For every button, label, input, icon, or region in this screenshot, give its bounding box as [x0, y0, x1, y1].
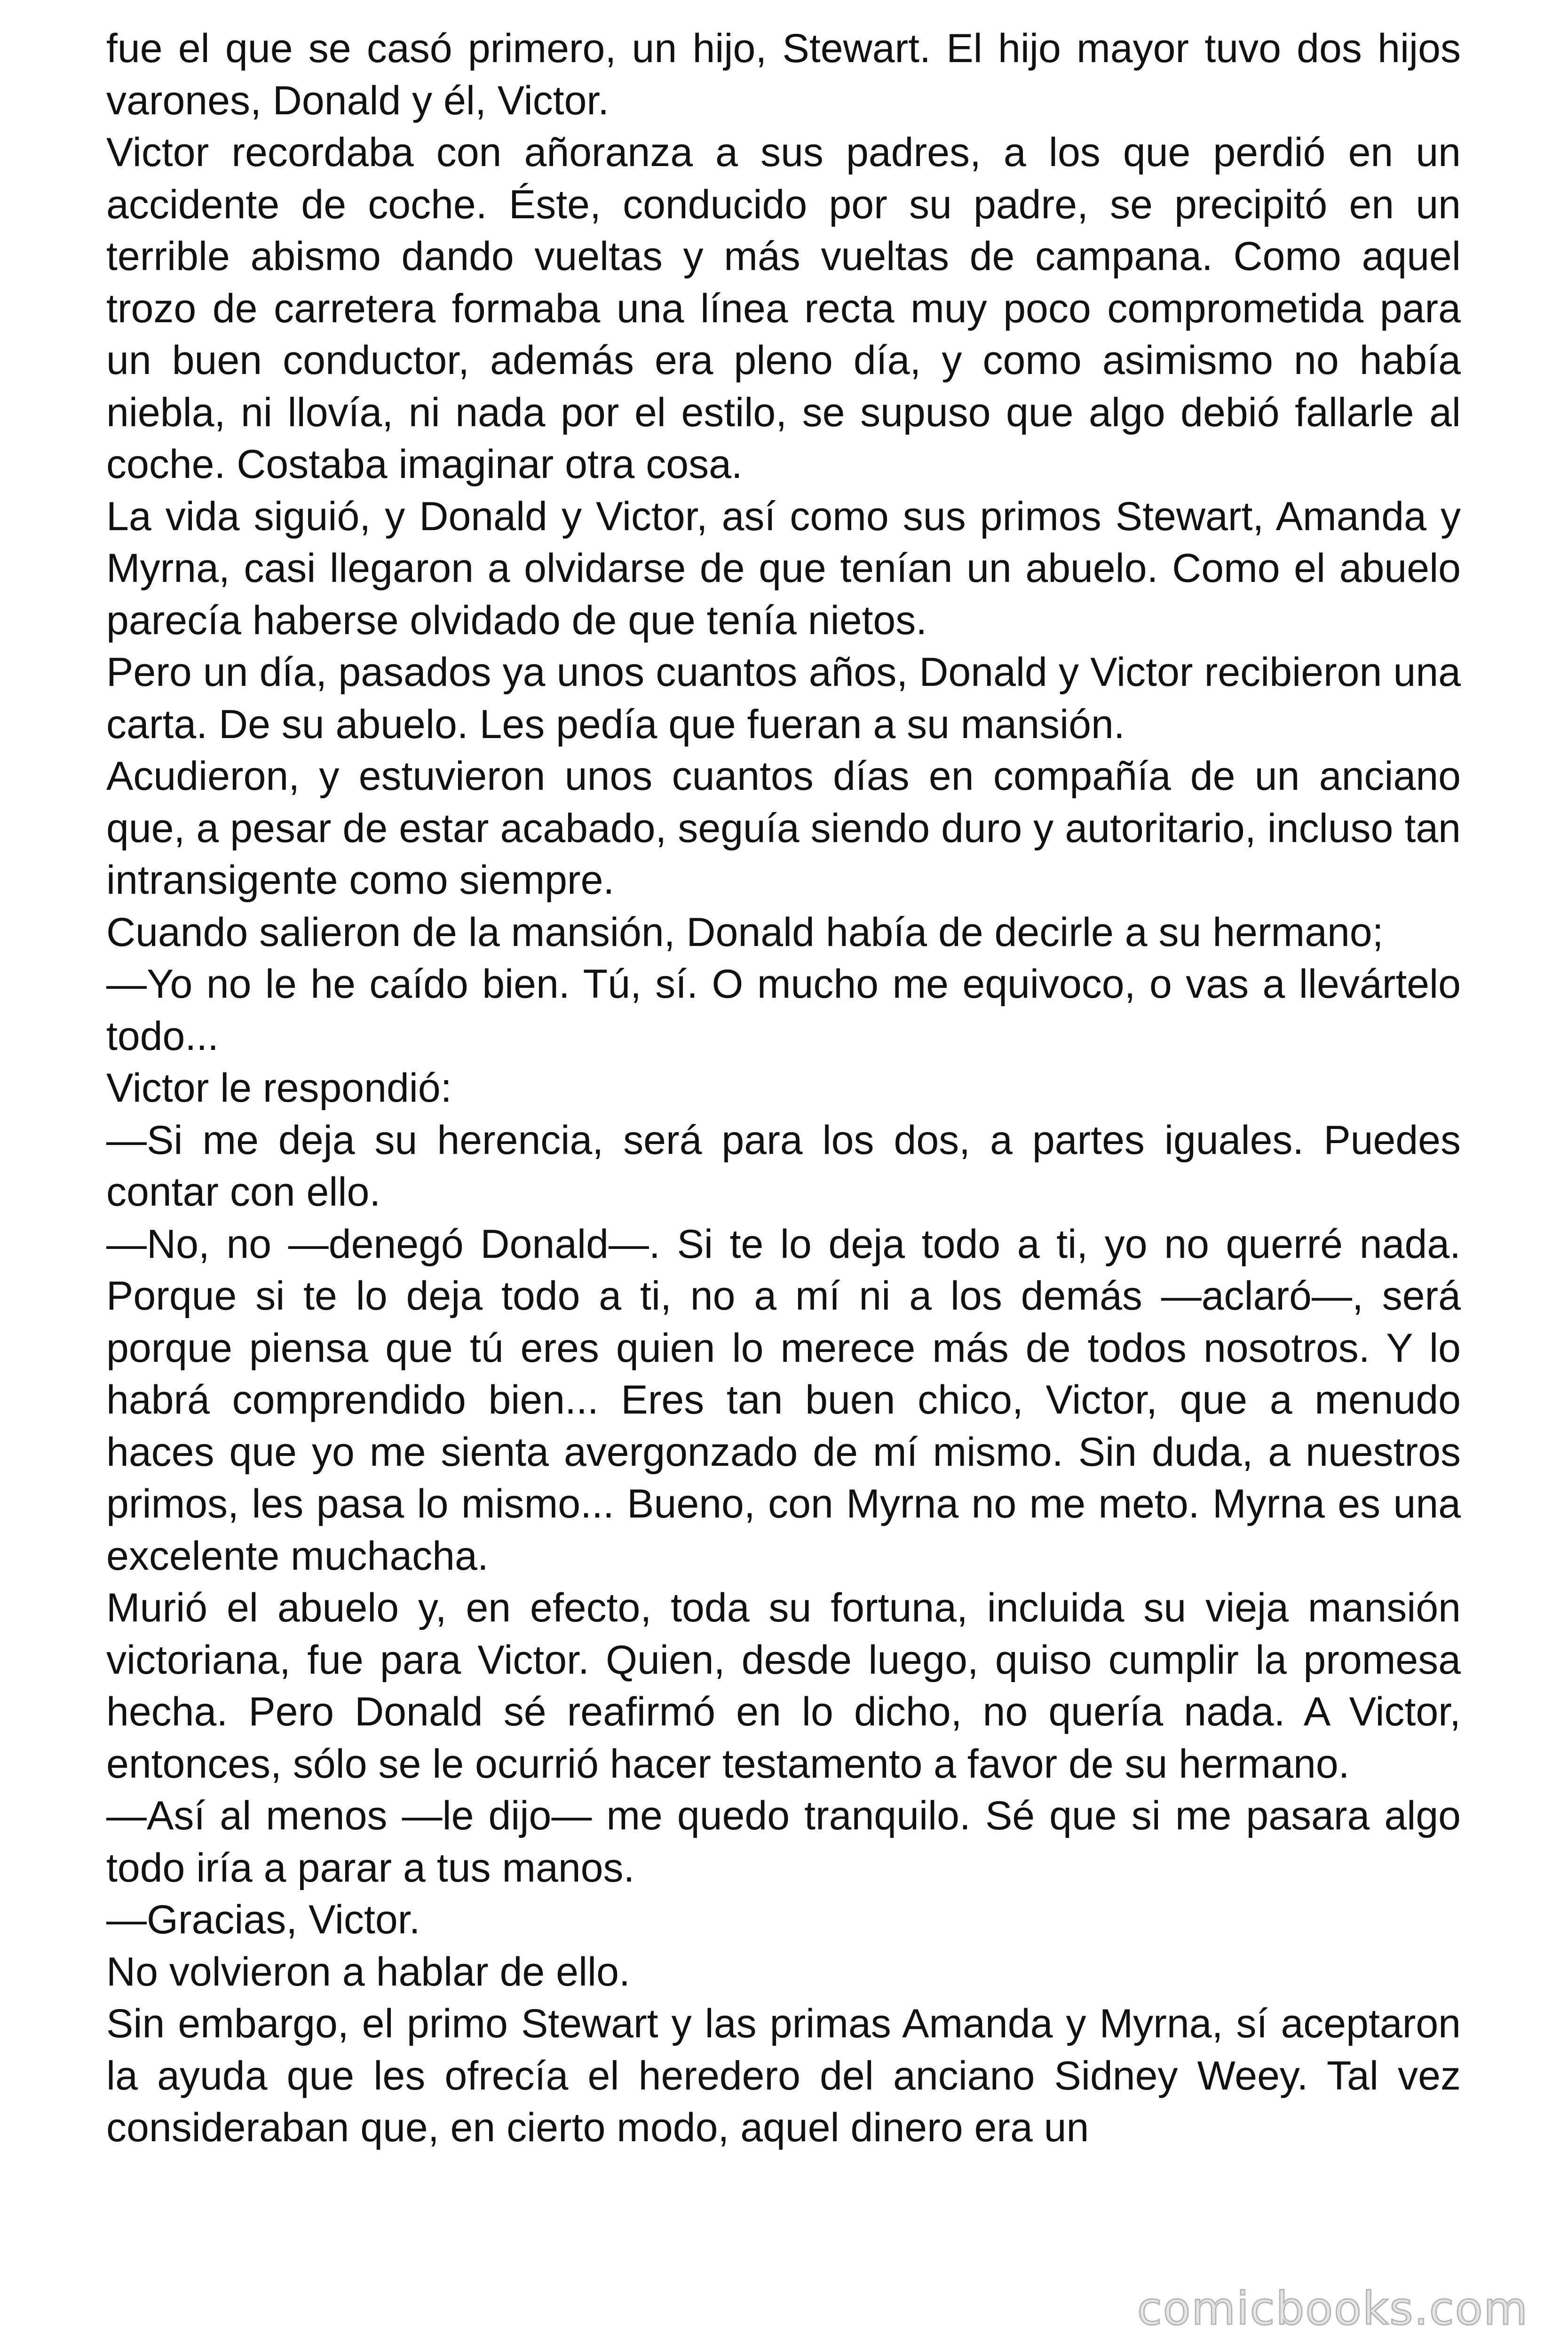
paragraph-1: fue el que se casó primero, un hijo, Stewart. El hijo mayor tuvo dos hijos varones, Donald y él, Victor.: [106, 26, 1461, 123]
paragraph-15: Sin embargo, el primo Stewart y las primas Amanda y Myrna, sí aceptaron la ayuda que les ofrecía el heredero del anciano Sidney Weey. Tal vez consideraban que, en cierto modo, aquel dinero era un: [106, 2001, 1461, 2150]
paragraph-5: Acudieron, y estuvieron unos cuantos días en compañía de un anciano que, a pesar de estar acabado, seguía siendo duro y autoritario, incluso tan intransigente como siempre.: [106, 754, 1461, 903]
body-text: [106, 23, 1461, 2154]
paragraph-4: Pero un día, pasados ya unos cuantos años, Donald y Victor recibieron una carta. De su abuelo. Les pedía que fueran a su mansión.: [106, 650, 1461, 747]
paragraph-13: —Gracias, Victor.: [106, 1897, 420, 1942]
watermark: comicbooks.com: [1137, 2282, 1528, 2335]
paragraph-8: Victor le respondió:: [106, 1065, 452, 1111]
paragraph-6: Cuando salieron de la mansión, Donald había de decirle a su hermano;: [106, 909, 1384, 955]
paragraph-7: —Yo no le he caído bien. Tú, sí. O mucho me equivoco, o vas a llevártelo todo...: [106, 961, 1461, 1059]
paragraph-12: —Así al menos —le dijo— me quedo tranquilo. Sé que si me pasara algo todo iría a parar a tus manos.: [106, 1793, 1461, 1891]
paragraph-3: La vida siguió, y Donald y Victor, así como sus primos Stewart, Amanda y Myrna, casi llegaron a olvidarse de que tenían un abuelo. Como el abuelo parecía haberse olvidado de que tenía nietos.: [106, 493, 1461, 643]
paragraph-2: Victor recordaba con añoranza a sus padres, a los que perdió en un accidente de coche. Éste, conducido por su padre, se precipitó en un terrible abismo dando vueltas y más vueltas de campana. Como aquel trozo de carretera formaba una línea recta muy poco comprometida para un buen conductor, además era pleno día, y como asimismo no había niebla, ni llovía, ni nada por el estilo, se supuso que algo debió fallarle al coche. Costaba imaginar otra cosa.: [106, 130, 1461, 487]
paragraph-10: —No, no —denegó Donald—. Si te lo deja todo a ti, yo no querré nada. Porque si te lo deja todo a ti, no a mí ni a los demás —aclaró—, será porque piensa que tú eres quien lo merece más de todos nosotros. Y lo habrá comprendido bien... Eres tan buen chico, Victor, que a menudo haces que yo me sienta avergonzado de mí mismo. Sin duda, a nuestros primos, les pasa lo mismo... Bueno, con Myrna no me meto. Myrna es una excelente muchacha.: [106, 1221, 1461, 1579]
paragraph-14: No volvieron a hablar de ello.: [106, 1949, 630, 1994]
paragraph-9: —Si me deja su herencia, será para los dos, a partes iguales. Puedes contar con ello.: [106, 1117, 1461, 1215]
paragraph-11: Murió el abuelo y, en efecto, toda su fortuna, incluida su vieja mansión victoriana, fue para Victor. Quien, desde luego, quiso cumplir la promesa hecha. Pero Donald sé reafirmó en lo dicho, no quería nada. A Victor, entonces, sólo se le ocurrió hacer testamento a favor de su hermano.: [106, 1585, 1461, 1787]
